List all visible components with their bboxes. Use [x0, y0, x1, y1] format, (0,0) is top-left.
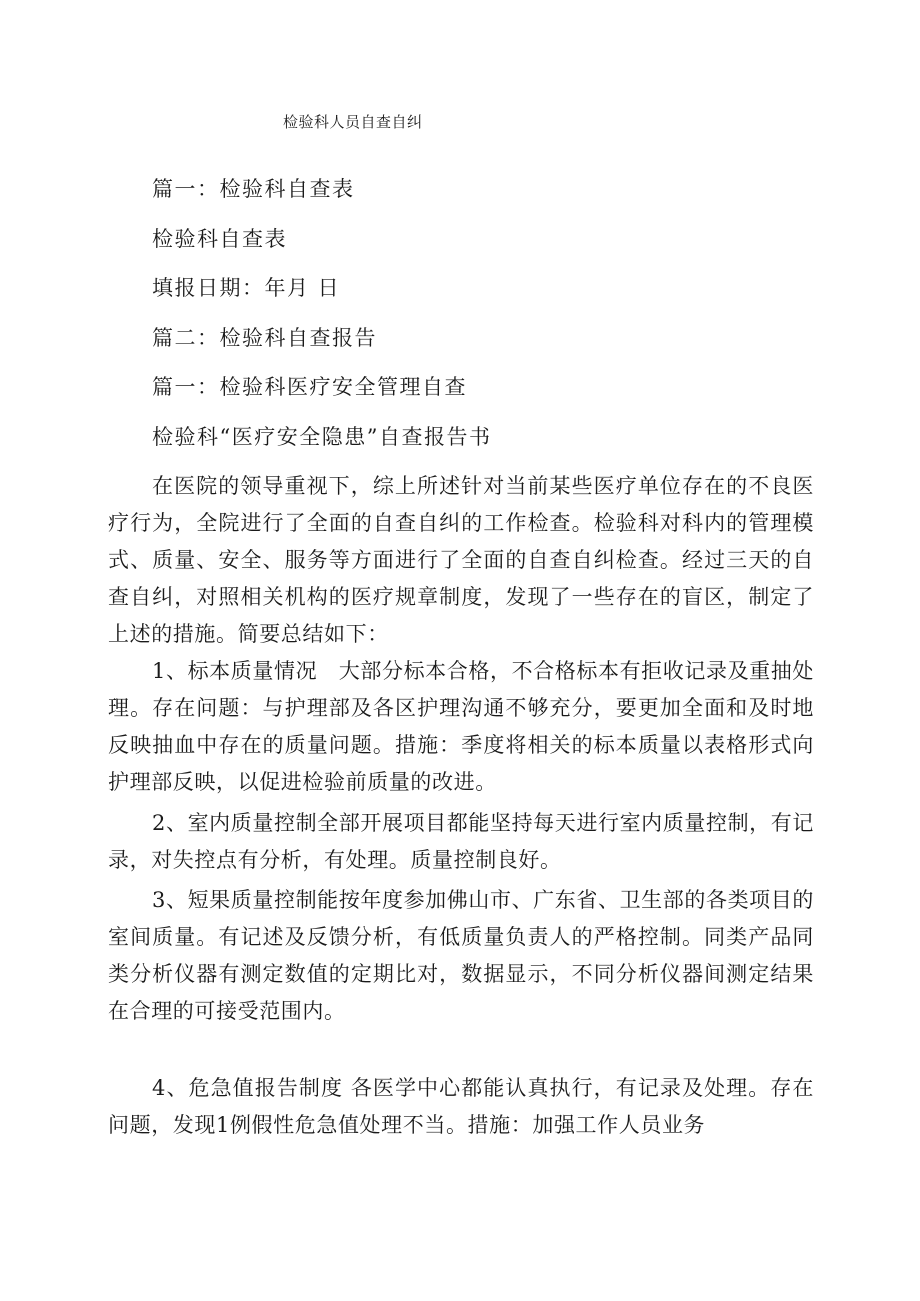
heading-medical-safety-self-check: 篇一：检验科医疗安全管理自查	[152, 375, 467, 399]
heading-safety-hazard-report: 检验科“医疗安全隐患”自查报告书	[152, 425, 492, 449]
paragraph-external-quality-control: 3、短果质量控制能按年度参加佛山市、广东省、卫生部的各类项目的室间质量。有记述及反馈分析，有低质量负责人的严格控制。同类产品同类分析仪器有测定数值的定期比对，数据显示，不同分析仪器间测定结果在合理的可接受范围内。	[108, 888, 814, 1023]
heading-self-check-table: 检验科自查表	[152, 227, 287, 251]
paragraph-specimen-quality: 1、标本质量情况 大部分标本合格，不合格标本有拒收记录及重抽处理。存在问题：与护理部及各区护理沟通不够充分，要更加全面和及时地反映抽血中存在的质量问题。措施：季度将相关的标本质量以表格形式向护理部反映，以促进检验前质量的改进。	[108, 659, 814, 794]
paragraph-critical-value-report: 4、危急值报告制度 各医学中心都能认真执行，有记录及处理。存在问题，发现1例假性危急值处理不当。措施：加强工作人员业务	[108, 1076, 814, 1137]
paragraph-intro: 在医院的领导重视下，综上所述针对当前某些医疗单位存在的不良医疗行为，全院进行了全面的自查自纠的工作检查。检验科对科内的管理模式、质量、安全、服务等方面进行了全面的自查自纠检查。经过三天的自查自纠，对照相关机构的医疗规章制度，发现了一些存在的盲区，制定了上述的措施。简要总结如下：	[108, 474, 814, 646]
paragraph-internal-quality-control: 2、室内质量控制全部开展项目都能坚持每天进行室内质量控制，有记录，对失控点有分析，有处理。质量控制良好。	[108, 811, 814, 872]
document-title: 检验科人员自查自纠	[283, 113, 423, 131]
heading-part1-self-check-table: 篇一：检验科自查表	[152, 177, 355, 201]
heading-part2-self-check-report: 篇二：检验科自查报告	[152, 326, 377, 350]
heading-fill-date: 填报日期：年月 日	[152, 276, 341, 300]
